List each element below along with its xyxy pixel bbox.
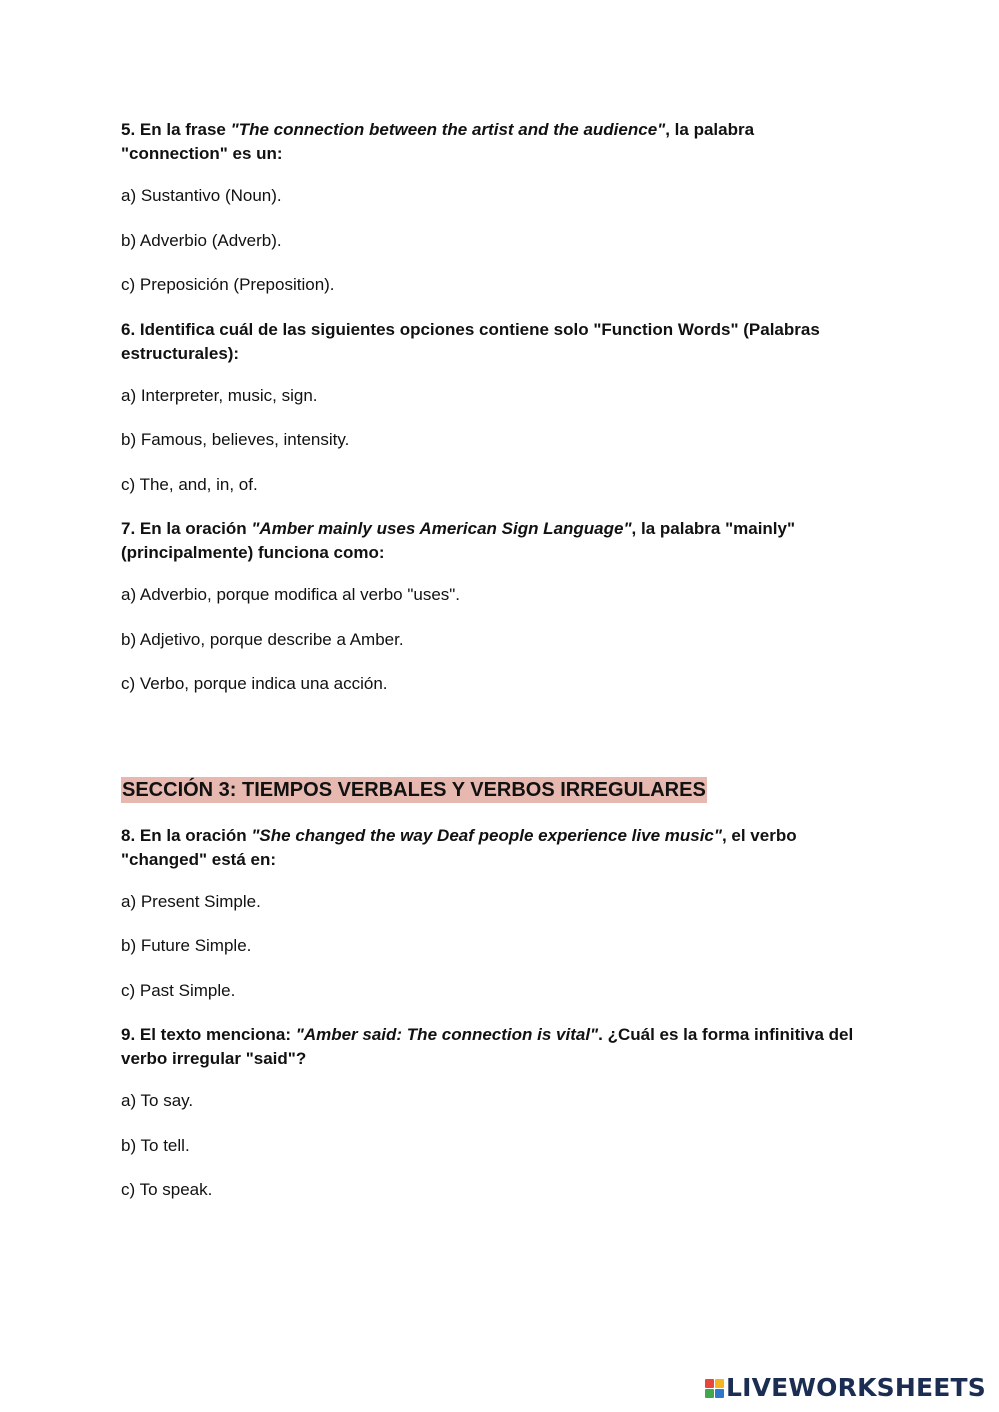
- worksheet-page: [121, 118, 861, 1223]
- question-5-option-c: c) Preposición (Preposition).: [121, 275, 335, 294]
- question-9: [121, 1023, 861, 1202]
- question-6-option-c: c) The, and, in, of.: [121, 474, 258, 494]
- question-8-number: 8. En la oración: [121, 825, 252, 845]
- liveworksheets-mark-icon: [705, 1379, 724, 1398]
- question-8-quote: "She changed the way Deaf people experience live music": [251, 825, 722, 845]
- question-5-text: [121, 118, 861, 166]
- question-9-option-a: a) To say.: [121, 1091, 194, 1110]
- question-7-number: 7. En la oración: [121, 519, 252, 538]
- question-7-quote: "Amber mainly uses American Sign Language": [251, 519, 632, 538]
- logo-mark-square-v: [705, 1389, 714, 1398]
- logo-mark-square-i: [715, 1379, 724, 1388]
- question-8-option-b: b) Future Simple.: [121, 936, 252, 955]
- logo-mark-square-e: [715, 1389, 724, 1398]
- question-6-option-a: a) Interpreter, music, sign.: [121, 385, 318, 405]
- question-7-text: [121, 517, 861, 565]
- question-9-option-b: b) To tell.: [121, 1135, 190, 1155]
- logo-text: LIVEWORKSHEETS: [725, 1373, 986, 1402]
- question-9-quote: "Amber said: The connection is vital": [295, 1025, 599, 1044]
- question-5-option-b: b) Adverbio (Adverb).: [121, 230, 282, 250]
- section-heading-wrapper: [121, 717, 861, 824]
- question-6-text: [121, 318, 861, 366]
- question-6-number: 6. Identifica cuál de las siguientes opciones contiene solo "Function Words" (Palabras estructurales):: [121, 319, 820, 363]
- section-title: SECCIÓN 3: TIEMPOS VERBALES Y VERBOS IRREGULARES: [122, 778, 706, 801]
- question-6: [121, 318, 861, 497]
- question-7-rest: , la palabra "mainly" (principalmente) funciona como:: [121, 519, 796, 562]
- question-8-rest: , el verbo "changed" está en:: [121, 825, 797, 869]
- question-9-number: 9. El texto menciona:: [121, 1025, 296, 1044]
- question-8-text: [121, 824, 861, 872]
- question-6-option-b: b) Famous, believes, intensity.: [121, 430, 350, 449]
- question-5-quote: "The connection between the artist and the audience": [230, 120, 666, 139]
- question-9-text: [121, 1023, 861, 1071]
- liveworksheets-logo[interactable]: [705, 1373, 986, 1403]
- question-5-number: 5. En la frase: [121, 120, 231, 139]
- question-9-option-c: c) To speak.: [121, 1180, 213, 1199]
- question-5: [121, 118, 861, 297]
- question-5-rest: , la palabra "connection" es un:: [121, 120, 755, 163]
- question-8: [121, 824, 861, 1003]
- question-7-option-b: b) Adjetivo, porque describe a Amber.: [121, 629, 404, 649]
- question-9-rest: . ¿Cuál es la forma infinitiva del verbo irregular "said"?: [121, 1025, 854, 1068]
- question-7-option-c: c) Verbo, porque indica una acción.: [121, 674, 388, 693]
- logo-mark-square-l: [705, 1379, 714, 1388]
- question-8-option-c: c) Past Simple.: [121, 980, 236, 1000]
- question-8-option-a: a) Present Simple.: [121, 891, 261, 911]
- question-5-option-a: a) Sustantivo (Noun).: [121, 186, 282, 205]
- question-7-option-a: a) Adverbio, porque modifica al verbo "uses".: [121, 585, 461, 604]
- question-7: [121, 517, 861, 696]
